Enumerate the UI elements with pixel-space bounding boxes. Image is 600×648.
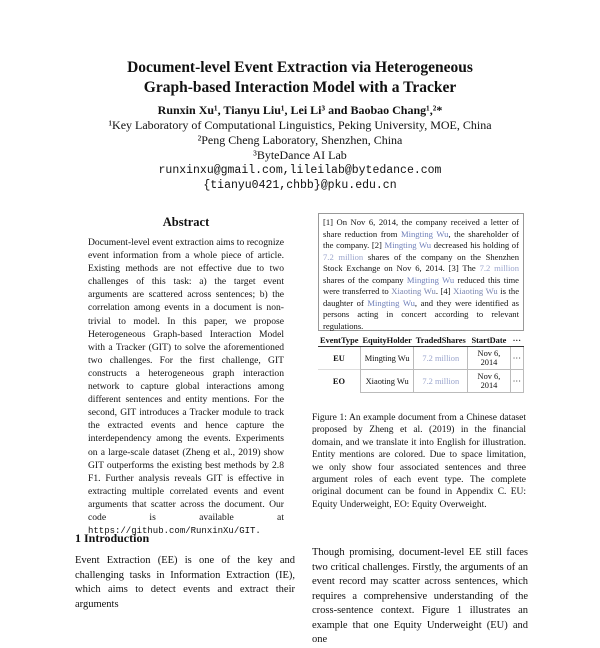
sentence-4-end: , and they were identified as persons acting in concert according to relevant regulations. [323,297,519,331]
paper-title [0,58,600,98]
table-cell: EO [318,370,360,393]
sentence-3-start: [3] The [448,263,476,273]
col-start-date: StartDate [468,335,510,347]
sentence-2-end: shares of the company on the Shenzhen Stock Exchange on Nov 6, 2014. [323,251,519,273]
sentence-3: shares of the company [323,274,404,285]
right-column-paragraph: Though promising, document-level EE still faces two critical challenges. Firstly, the arguments of an event record may scatter across sentences, which requires a comprehensive understanding of the cross-sentence context. Figure 1 illustrates an example that one Equity Underweight (EU) and one [312,547,528,645]
table-cell: Nov 6, 2014 [468,347,510,370]
entity-xiaoting-wu: Xiaoting Wu [391,286,436,296]
affiliation-1: ¹Key Laboratory of Computational Linguistics, Peking University, MOE, China [108,118,492,132]
entity-xiaoting-wu: Xiaoting Wu [453,286,498,296]
email-line-1: runxinxu@gmail.com,lileilab@bytedance.com [158,164,442,177]
table-cell: Mingting Wu [360,347,413,370]
table-cell: 7.2 million [414,347,468,370]
abstract-body [88,236,284,538]
abstract-text: Document-level event extraction aims to recognize event information from a whole piece of article. Existing methods are not effective due to two challenges of this task: a) the target event arguments are scattered across sentences; b) the correlation among events in a document is non-trivial to model. In this paper, we propose Heterogeneous Graph-based Interaction Model with a Tracker (GIT) to solve the aforementioned two challenges. For the first challenge, GIT constructs a heterogeneous graph interaction network to capture global interactions among different sentences and entity mentions. For the second, GIT introduces a Tracker module to track the extracted events and hence capture the interdependency among the events. Experiments on a large-scale dataset (Zheng et al., 2019) show GIT outperforms the existing best methods by 2.8 F1. Further analysis reveals GIT is effective in extracting multiple correlated events and event arguments that scatter across the document. Our code is available at [88,237,284,523]
col-more: ··· [510,335,523,347]
sentence-2: decreased his holding of [433,240,519,250]
sentence-3-mid: reduced this time were transferred to [323,274,519,296]
table-cell: 7.2 million [414,370,468,393]
table-cell: Xiaoting Wu [360,370,413,393]
entity-mingting-wu: Mingting Wu [384,240,432,250]
entity-7-2-million: 7.2 million [323,251,364,262]
sentence-2-marker: [2] [371,240,382,250]
table-cell: EU [318,347,360,370]
title-line-1: Document-level Event Extraction via Heterogeneous [127,59,473,76]
affiliation-2: ²Peng Cheng Laboratory, Shenzhen, China [197,133,403,147]
col-event-type: EventType [320,336,359,345]
entity-7-2-million: 7.2 million [479,263,520,273]
introduction-text: Event Extraction (EE) is one of the key and challenging tasks in Information Extraction (IE), which aims to detect events and extract their arguments [75,555,295,610]
abstract-heading: Abstract [162,215,210,229]
code-link[interactable]: https://github.com/RunxinXu/GIT. [88,526,261,537]
author-names: Runxin Xu¹, Tianyu Liu¹, Lei Li³ and Baobao Chang¹,²* [157,103,443,117]
affiliation-3: ³ByteDance AI Lab [253,148,347,162]
entity-mingting-wu: Mingting Wu [406,274,455,285]
entity-mingting-wu: Mingting Wu [367,297,415,308]
author-block [0,103,600,163]
entity-mingting-wu: Mingting Wu [400,228,449,239]
sentence-1: [1] On Nov 6, 2014, the company received a letter of share reduction from [323,217,519,239]
title-line-2: Graph-based Interaction Model with a Tracker [143,79,457,96]
col-equity-holder: EquityHolder [362,336,412,345]
figure-caption: Figure 1: An example document from a Chinese dataset proposed by Zheng et al. (2019) in the financial domain, and we translate it into English for illustration. Entity mentions are colored. Due to space limitation, we only show four associated sentences and three argument roles of each event type. The complete original document can be found in Appendix C. EU: Equity Underweight, EO: Equity Overweight. [312,413,526,510]
event-record-table [318,335,524,393]
table-cell: ··· [510,347,523,370]
sentence-4-marker: [4] [440,286,451,296]
col-traded-shares: TradedShares [415,336,466,345]
sentence-3-end: . [435,286,438,296]
section-heading-introduction: 1 Introduction [75,531,150,545]
email-line-2: {tianyu0421,chbb}@pku.edu.cn [203,179,397,192]
figure-example-document [318,213,524,331]
sentence-4: is the daughter of [323,286,520,308]
table-row [318,370,524,393]
table-cell: Nov 6, 2014 [468,370,510,393]
table-cell: ··· [510,370,523,393]
table-row [318,347,524,370]
author-emails [0,163,600,193]
sentence-1-end: , the shareholder of the company. [323,228,519,250]
